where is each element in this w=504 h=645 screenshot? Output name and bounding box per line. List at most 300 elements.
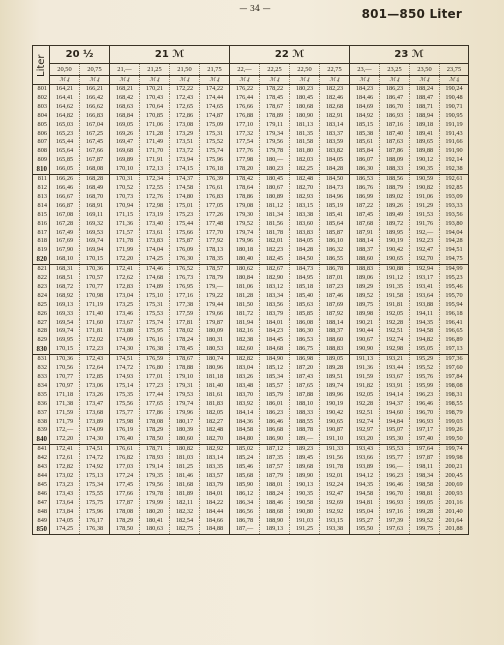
price-cell: 172,23 xyxy=(80,345,110,354)
price-cell: 165,03 xyxy=(50,121,80,130)
price-cell: 178,22 xyxy=(260,85,290,94)
price-cell: 173,46 xyxy=(110,310,140,319)
price-cell: 186,23 xyxy=(380,85,410,94)
price-cell: 168,51 xyxy=(50,274,80,283)
price-cell: 180,39 xyxy=(170,426,200,435)
price-cell: 180,67 xyxy=(260,184,290,193)
price-cell: 170,77 xyxy=(80,283,110,292)
liter-cell: 819 xyxy=(33,246,50,255)
price-cell: 175,87 xyxy=(170,237,200,246)
price-cell: 177,48 xyxy=(200,220,230,229)
unit-label: ℳ ₰ xyxy=(320,76,350,85)
price-cell: 188,68 xyxy=(260,508,290,517)
price-cell: 183,60 xyxy=(290,220,320,229)
price-cell: 192,05 xyxy=(380,310,410,319)
price-cell: 187,88 xyxy=(290,391,320,400)
unit-label: ℳ ₰ xyxy=(410,76,440,85)
price-cell: 170,56 xyxy=(50,364,80,373)
price-cell: 185,87 xyxy=(320,229,350,238)
price-cell: 190,42 xyxy=(380,246,410,255)
price-cell: 176,83 xyxy=(200,193,230,202)
price-cell: 186,98 xyxy=(290,355,320,364)
liter-cell: 809 xyxy=(33,156,50,165)
liter-cell: 844 xyxy=(33,472,50,481)
price-cell: 178,79 xyxy=(200,274,230,283)
price-cell: 186,76 xyxy=(350,184,380,193)
price-cell: 184,45 xyxy=(260,336,290,345)
price-cell: 177,16 xyxy=(170,292,200,301)
price-cell: 191,82 xyxy=(350,382,380,391)
price-cell: 186,75 xyxy=(290,345,320,354)
unit-header-row xyxy=(33,76,469,85)
price-cell: 192,98 xyxy=(380,345,410,354)
table-row xyxy=(33,418,469,427)
group-header: 23 ℳ xyxy=(350,46,469,64)
price-cell: 183,34 xyxy=(260,292,290,301)
price-cell: 183,14 xyxy=(320,121,350,130)
price-cell: 184,68 xyxy=(260,345,290,354)
price-cell: 187,40 xyxy=(380,130,410,139)
price-cell: 187,35 xyxy=(260,454,290,463)
price-cell: 176,17 xyxy=(80,517,110,526)
price-cell: 195,53 xyxy=(380,445,410,454)
price-cell: 172,65 xyxy=(170,103,200,112)
price-cell: 197,39 xyxy=(380,517,410,526)
table-row xyxy=(33,391,469,400)
price-cell: 175,52 xyxy=(200,138,230,147)
price-cell: 174,72 xyxy=(80,454,110,463)
unit-label: ℳ ₰ xyxy=(440,76,469,85)
price-cell: 195,76 xyxy=(410,373,440,382)
price-cell: 186,23 xyxy=(260,409,290,418)
price-cell: 175,14 xyxy=(110,382,140,391)
table-row xyxy=(33,94,469,103)
price-cell: 184,95 xyxy=(290,274,320,283)
price-cell: 169,54 xyxy=(50,319,80,328)
price-cell: 195,99 xyxy=(410,382,440,391)
liter-cell: 836 xyxy=(33,400,50,409)
price-cell: 177,03 xyxy=(110,463,140,472)
liter-cell: 813 xyxy=(33,193,50,202)
price-cell: 171,91 xyxy=(140,156,170,165)
price-cell: 187,12 xyxy=(260,445,290,454)
price-cell: 174,72 xyxy=(110,364,140,373)
price-cell: 195,07 xyxy=(380,426,410,435)
price-cell: 172,13 xyxy=(140,165,170,174)
price-cell: 192,61 xyxy=(440,175,469,184)
price-cell: 185,61 xyxy=(350,138,380,147)
price-cell: 175,53 xyxy=(140,310,170,319)
price-cell: 196,89 xyxy=(440,336,469,345)
table-row xyxy=(33,156,469,165)
price-cell: 187,63 xyxy=(380,138,410,147)
price-cell: 176,73 xyxy=(170,274,200,283)
price-cell: 195,29 xyxy=(410,355,440,364)
price-cell: 196,46 xyxy=(380,481,410,490)
price-cell: 188,83 xyxy=(350,265,380,274)
price-cell: 194,35 xyxy=(350,481,380,490)
price-cell: 196,70 xyxy=(410,409,440,418)
price-cell: 182,05 xyxy=(200,409,230,418)
price-cell: 181,13 xyxy=(290,121,320,130)
unit-label: ℳ ₰ xyxy=(50,76,80,85)
price-cell: 178,88 xyxy=(170,364,200,373)
price-cell: 181,18 xyxy=(200,373,230,382)
price-cell: 189,18 xyxy=(410,121,440,130)
price-cell: 175,75 xyxy=(80,499,110,508)
price-cell: 177,76 xyxy=(230,147,260,156)
price-cell: 187,01 xyxy=(320,274,350,283)
price-cell: 181,58 xyxy=(290,138,320,147)
price-cell: 188,37 xyxy=(320,327,350,336)
price-cell: 182,03 xyxy=(290,156,320,165)
price-cell: 192,85 xyxy=(440,184,469,193)
price-cell: 178,24 xyxy=(170,336,200,345)
price-cell: 192,38 xyxy=(440,165,469,174)
price-cell: 172,64 xyxy=(80,364,110,373)
price-cell: 180,84 xyxy=(230,274,260,283)
price-cell: 178,71 xyxy=(140,445,170,454)
page-number: — 34 — xyxy=(239,4,271,13)
price-column-header: 23,50 xyxy=(410,64,440,76)
price-column-header: 22,— xyxy=(230,64,260,76)
price-cell: 194,14 xyxy=(380,391,410,400)
price-cell: 190,21 xyxy=(350,319,380,328)
price-cell: 190,82 xyxy=(410,184,440,193)
price-cell: 195,05 xyxy=(410,345,440,354)
liter-cell: 804 xyxy=(33,112,50,121)
price-cell: 195,52 xyxy=(410,364,440,373)
price-cell: 186,30 xyxy=(350,165,380,174)
price-cell: 190,71 xyxy=(440,103,469,112)
table-row xyxy=(33,454,469,463)
price-cell: 170,21 xyxy=(140,85,170,94)
price-cell: 187,22 xyxy=(350,202,380,211)
unit-label: ℳ ₰ xyxy=(260,76,290,85)
price-column-header: 22,75 xyxy=(320,64,350,76)
price-cell: 194,60 xyxy=(380,409,410,418)
price-cell: 188,83 xyxy=(320,345,350,354)
price-cell: 178,29 xyxy=(140,426,170,435)
price-cell: 187,20 xyxy=(290,364,320,373)
price-cell: 170,85 xyxy=(140,112,170,121)
price-cell: 197,40 xyxy=(410,435,440,444)
price-cell: 181,40 xyxy=(200,382,230,391)
price-cell: 178,45 xyxy=(260,94,290,103)
price-cell: 180,09 xyxy=(200,327,230,336)
price-cell: 187,— xyxy=(230,525,260,534)
price-cell: 186,68 xyxy=(260,426,290,435)
price-cell: 167,69 xyxy=(50,237,80,246)
price-cell: 197,17 xyxy=(410,426,440,435)
price-cell: 170,97 xyxy=(50,382,80,391)
table-row xyxy=(33,319,469,328)
liter-cell: 841 xyxy=(33,445,50,454)
price-cell: 170,73 xyxy=(110,193,140,202)
price-cell: 188,56 xyxy=(380,175,410,184)
price-cell: 180,17 xyxy=(170,418,200,427)
price-cell: 187,57 xyxy=(260,463,290,472)
price-cell: 190,59 xyxy=(410,175,440,184)
price-cell: 179,22 xyxy=(200,292,230,301)
price-cell: 171,28 xyxy=(140,130,170,139)
price-cell: 194,37 xyxy=(380,400,410,409)
liter-cell: 849 xyxy=(33,517,50,526)
price-cell: 175,31 xyxy=(200,130,230,139)
price-cell: 173,40 xyxy=(140,220,170,229)
liter-cell: 842 xyxy=(33,454,50,463)
liter-cell: 805 xyxy=(33,121,50,130)
price-cell: 199,28 xyxy=(410,508,440,517)
price-cell: 191,76 xyxy=(410,220,440,229)
price-cell: 196,93 xyxy=(410,418,440,427)
price-cell: 195,46 xyxy=(440,283,469,292)
liter-cell: 803 xyxy=(33,103,50,112)
price-column-header: 20,75 xyxy=(80,64,110,76)
price-cell: 171,78 xyxy=(110,237,140,246)
price-cell: 194,58 xyxy=(350,490,380,499)
price-cell: 168,72 xyxy=(50,283,80,292)
price-cell: 178,50 xyxy=(110,525,140,534)
price-cell: 175,98 xyxy=(110,418,140,427)
price-cell: 194,28 xyxy=(440,237,469,246)
price-cell: 170,57 xyxy=(80,274,110,283)
price-cell: 173,89 xyxy=(80,418,110,427)
price-cell: 171,81 xyxy=(80,327,110,336)
liter-cell: 807 xyxy=(33,138,50,147)
unit-label: ℳ ₰ xyxy=(230,76,260,85)
price-cell: 190,42 xyxy=(320,409,350,418)
price-cell: 196,41 xyxy=(440,319,469,328)
price-cell: 182,75 xyxy=(170,525,200,534)
price-cell: 180,45 xyxy=(260,175,290,184)
price-cell: 175,96 xyxy=(80,508,110,517)
price-cell: 195,77 xyxy=(380,454,410,463)
price-cell: 185,85 xyxy=(290,310,320,319)
price-cell: 179,74 xyxy=(230,229,260,238)
unit-label: ℳ ₰ xyxy=(80,76,110,85)
price-cell: 182,38 xyxy=(230,336,260,345)
price-cell: 179,44 xyxy=(200,301,230,310)
price-cell: 180,18 xyxy=(230,246,260,255)
liter-cell: 848 xyxy=(33,508,50,517)
price-cell: 172,85 xyxy=(80,373,110,382)
price-cell: 189,— xyxy=(290,435,320,444)
price-cell: 190,44 xyxy=(350,327,380,336)
price-cell: 194,99 xyxy=(440,265,469,274)
price-cell: 195,50 xyxy=(350,525,380,534)
price-cell: 197,87 xyxy=(410,454,440,463)
group-header-row xyxy=(33,46,469,64)
price-cell: 184,05 xyxy=(320,156,350,165)
price-cell: 179,66 xyxy=(200,310,230,319)
price-cell: 173,47 xyxy=(80,400,110,409)
price-cell: 195,70 xyxy=(440,292,469,301)
price-cell: 184,96 xyxy=(320,193,350,202)
price-cell: 186,08 xyxy=(290,319,320,328)
price-cell: 192,74 xyxy=(350,418,380,427)
price-cell: 193,64 xyxy=(410,292,440,301)
price-cell: 188,24 xyxy=(260,490,290,499)
price-cell: 187,65 xyxy=(290,382,320,391)
price-cell: 197,60 xyxy=(440,364,469,373)
liter-cell: 832 xyxy=(33,364,50,373)
price-cell: 194,04 xyxy=(440,229,469,238)
price-cell: 200,69 xyxy=(440,481,469,490)
price-cell: 178,13 xyxy=(200,246,230,255)
price-cell: 199,03 xyxy=(440,418,469,427)
price-cell: 189,13 xyxy=(260,525,290,534)
price-cell: 172,20 xyxy=(50,435,80,444)
price-cell: 185,68 xyxy=(230,472,260,481)
price-column-header: 22,50 xyxy=(290,64,320,76)
price-cell: 185,15 xyxy=(350,121,380,130)
table-row xyxy=(33,445,469,454)
price-cell: 182,01 xyxy=(260,237,290,246)
price-cell: 189,75 xyxy=(350,301,380,310)
liter-cell: 821 xyxy=(33,265,50,274)
table-row xyxy=(33,400,469,409)
price-cell: 188,33 xyxy=(290,409,320,418)
price-cell: 190,87 xyxy=(320,426,350,435)
price-cell: 191,43 xyxy=(440,130,469,139)
price-column-header: 21,25 xyxy=(140,64,170,76)
price-cell: 186,99 xyxy=(350,193,380,202)
price-cell: 184,69 xyxy=(350,103,380,112)
unit-label: ℳ ₰ xyxy=(170,76,200,85)
price-cell: 186,01 xyxy=(260,400,290,409)
price-cell: 184,66 xyxy=(200,517,230,526)
price-cell: 186,78 xyxy=(320,265,350,274)
table-row xyxy=(33,274,469,283)
price-cell: 189,96 xyxy=(320,391,350,400)
price-cell: 189,68 xyxy=(290,463,320,472)
liter-cell: 831 xyxy=(33,355,50,364)
liter-cell: 837 xyxy=(33,409,50,418)
price-cell: 198,08 xyxy=(440,382,469,391)
price-cell: 174,65 xyxy=(200,103,230,112)
price-cell: 180,96 xyxy=(200,364,230,373)
price-cell: 183,15 xyxy=(290,202,320,211)
price-cell: 197,84 xyxy=(440,373,469,382)
table-row xyxy=(33,310,469,319)
price-cell: 173,06 xyxy=(80,382,110,391)
price-cell: 178,02 xyxy=(170,327,200,336)
price-cell: 186,55 xyxy=(320,255,350,264)
price-cell: 182,25 xyxy=(290,165,320,174)
table-row xyxy=(33,345,469,354)
table-body xyxy=(33,85,469,535)
price-cell: 166,62 xyxy=(80,103,110,112)
price-cell: 171,60 xyxy=(80,319,110,328)
price-cell: 176,16 xyxy=(140,336,170,345)
price-cell: 184,80 xyxy=(230,435,260,444)
price-cell: 169,68 xyxy=(110,147,140,156)
price-cell: 186,47 xyxy=(380,94,410,103)
price-cell: 184,73 xyxy=(290,265,320,274)
price-cell: 181,94 xyxy=(230,319,260,328)
price-cell: 180,20 xyxy=(140,508,170,517)
price-table xyxy=(32,45,469,535)
price-cell: 189,28 xyxy=(320,364,350,373)
price-cell: 192,23 xyxy=(410,237,440,246)
price-cell: 188,37 xyxy=(350,246,380,255)
price-cell: 172,— xyxy=(50,426,80,435)
group-header: 22 ℳ xyxy=(230,46,350,64)
price-cell: 186,07 xyxy=(350,156,380,165)
price-cell: 177,66 xyxy=(110,490,140,499)
price-cell: 187,43 xyxy=(290,373,320,382)
price-cell: 169,05 xyxy=(110,121,140,130)
price-cell: 177,32 xyxy=(230,130,260,139)
price-cell: 192,70 xyxy=(410,255,440,264)
price-cell: 165,85 xyxy=(50,156,80,165)
price-cell: 190,90 xyxy=(350,345,380,354)
price-cell: 191,59 xyxy=(350,373,380,382)
price-cell: 189,51 xyxy=(320,373,350,382)
price-cell: 191,58 xyxy=(380,292,410,301)
price-cell: 195,94 xyxy=(440,301,469,310)
price-cell: 177,98 xyxy=(230,156,260,165)
table-row xyxy=(33,165,469,174)
price-cell: 169,94 xyxy=(80,246,110,255)
price-cell: 173,23 xyxy=(50,481,80,490)
price-cell: 184,50 xyxy=(290,255,320,264)
price-cell: 176,09 xyxy=(170,246,200,255)
price-cell: 170,36 xyxy=(80,265,110,274)
price-cell: 187,86 xyxy=(380,147,410,156)
price-cell: 199,52 xyxy=(410,517,440,526)
price-cell: 170,52 xyxy=(110,184,140,193)
liter-cell: 843 xyxy=(33,463,50,472)
price-cell: 198,34 xyxy=(410,472,440,481)
price-cell: 186,78 xyxy=(230,517,260,526)
price-cell: 170,64 xyxy=(140,103,170,112)
price-cell: 184,58 xyxy=(230,426,260,435)
price-cell: 179,87 xyxy=(200,319,230,328)
price-cell: 188,78 xyxy=(290,426,320,435)
price-cell: 169,33 xyxy=(50,310,80,319)
price-cell: 201,88 xyxy=(440,525,469,534)
liter-cell: 834 xyxy=(33,382,50,391)
price-cell: 185,41 xyxy=(320,211,350,220)
price-cell: 178,42 xyxy=(230,175,260,184)
price-cell: 190,65 xyxy=(380,255,410,264)
price-cell: 181,12 xyxy=(260,202,290,211)
price-cell: 196,65 xyxy=(440,327,469,336)
price-cell: 172,22 xyxy=(170,85,200,94)
price-cell: 191,13 xyxy=(350,355,380,364)
price-cell: 182,82 xyxy=(230,355,260,364)
price-cell: 171,40 xyxy=(80,310,110,319)
liter-cell: 850 xyxy=(33,525,50,534)
price-cell: 185,18 xyxy=(290,283,320,292)
table-row xyxy=(33,121,469,130)
price-cell: 193,91 xyxy=(380,382,410,391)
table-row xyxy=(33,490,469,499)
price-cell: 193,43 xyxy=(350,445,380,454)
price-cell: 193,21 xyxy=(380,355,410,364)
price-cell: 174,15 xyxy=(170,165,200,174)
unit-label: ℳ ₰ xyxy=(380,76,410,85)
price-cell: 181,34 xyxy=(260,211,290,220)
price-cell: 179,53 xyxy=(170,391,200,400)
price-cell: 182,46 xyxy=(320,94,350,103)
price-cell: 187,23 xyxy=(320,283,350,292)
price-cell: 188,55 xyxy=(290,418,320,427)
price-cell: 174,51 xyxy=(80,445,110,454)
liter-cell: 818 xyxy=(33,237,50,246)
